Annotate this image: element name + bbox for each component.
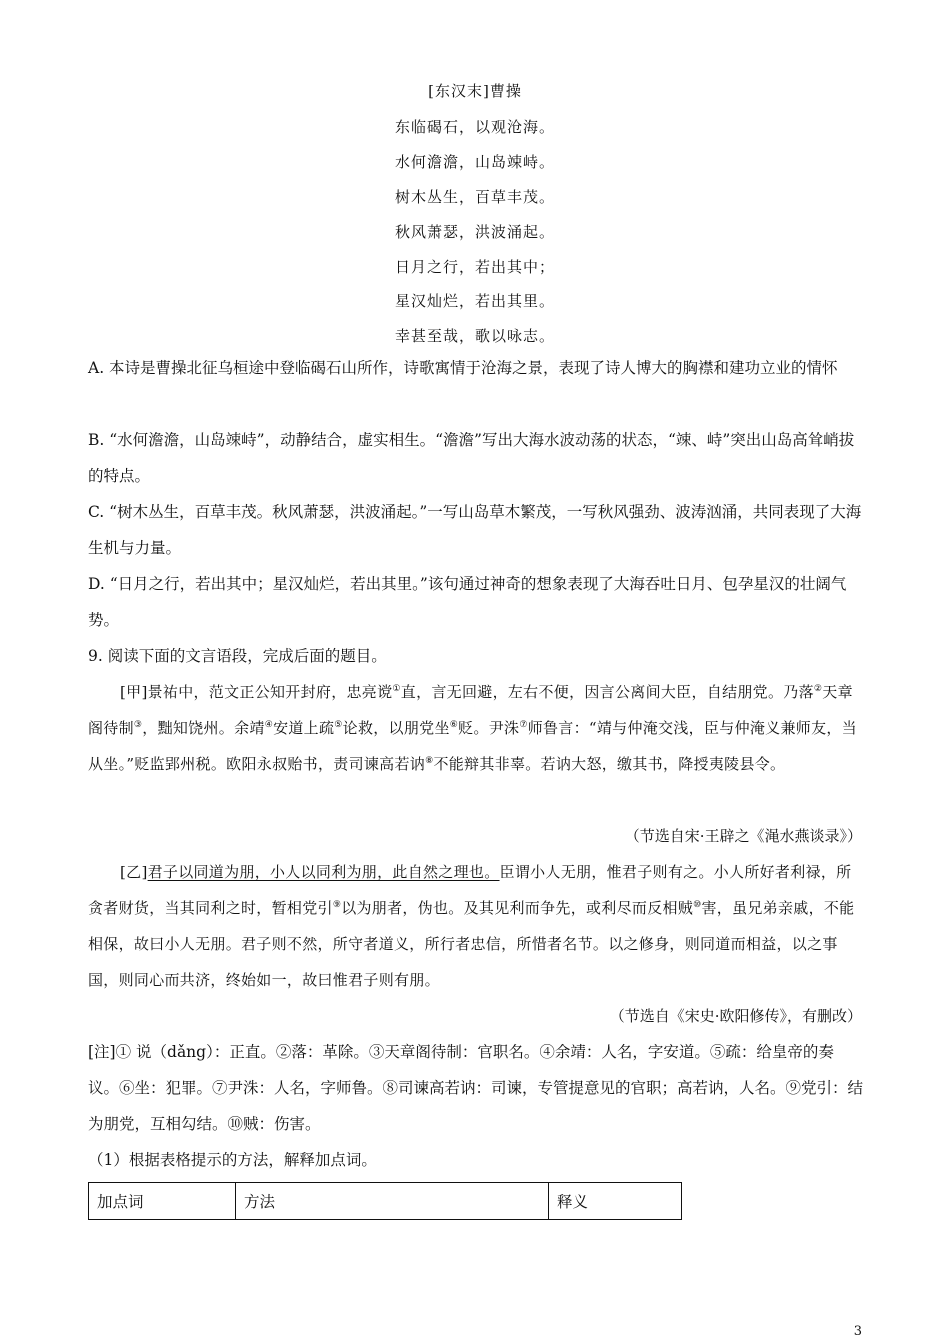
poem-line-7: 幸甚至哉，歌以咏志。 [394, 327, 555, 345]
option-a: A. 本诗是曹操北征乌桓途中登临碣石山所作，诗歌寓情于沧海之景，表现了诗人博大的胸襟和建功立业的情怀 [88, 359, 838, 377]
poem-line-6: 星汉灿烂，若出其里。 [394, 292, 555, 310]
table-header-meaning: 释义 [549, 1183, 682, 1220]
poem-line-4: 秋风萧瑟，洪波涌起。 [394, 223, 555, 241]
table-header-word: 加点词 [89, 1183, 236, 1220]
table-header-method: 方法 [236, 1183, 549, 1220]
table-row [89, 1183, 682, 1220]
poem-line-1: 东临碣石，以观沧海。 [394, 118, 555, 136]
poem-line-2: 水何澹澹，山岛竦峙。 [394, 153, 555, 171]
passage-jia: [甲]景祐中，范文正公知开封府，忠亮谠①直，言无回避，左右不便，因言公离间大臣，自结朋党。乃落②天章阁待制③，黜知饶州。余靖④安道上疏⑤论救，以朋党坐⑥贬。尹洙⑦师鲁言：“靖与仲淹交浅，臣与仲淹义兼师友，当从坐。”贬监郢州税。欧阳永叔贻书，责司谏高若讷⑧不能辩其非辜。若讷大怒，缴其书，降授夷陵县令。 [88, 683, 857, 773]
option-c: C. “树木丛生，百草丰茂。秋风萧瑟，洪波涌起。”一写山岛草木繁茂，一写秋风强劲、波涛汹涌，共同表现了大海 生机与力量。 [88, 503, 877, 557]
option-d: D. “日月之行，若出其中；星汉灿烂，若出其里。”该句通过神奇的想象表现了大海吞吐日月、包孕星汉的壮阔气势。 [88, 575, 847, 629]
page-number: 3 [853, 1324, 862, 1339]
notes: [注]① 说（dǎng）：正直。②落：革除。③天章阁待制：官职名。④余靖：人名，字安道。⑤疏：给皇帝的奏议。⑥坐：犯罪。⑦尹洙：人名，字师鲁。⑧司谏高若讷：司谏，专管提意见的官职；高若讷，人名。⑨党引：结为朋党，互相勾结。⑩贼：伤害。 [88, 1043, 864, 1133]
source-jia: （节选自宋·王辟之《渑水燕谈录》） [624, 827, 862, 845]
poem-author: [东汉末]曹操 [428, 82, 522, 100]
question-9-title: 9. 阅读下面的文言语段，完成后面的题目。 [88, 647, 387, 665]
poem-line-5: 日月之行，若出其中； [394, 258, 555, 276]
underlined-sentence: 君子以同道为朋，小人以同利为朋，此自然之理也。 [147, 863, 500, 881]
answer-table [88, 1182, 682, 1220]
poem-line-3: 树木丛生，百草丰茂。 [394, 188, 555, 206]
passage-yi: [乙]君子以同道为朋，小人以同利为朋，此自然之理也。臣谓小人无朋，惟君子则有之。小人所好者利禄，所贪者财货，当其同利之时，暂相党引⑨以为朋者，伪也。及其见利而争先，或利尽而反相贼⑩害，虽兄弟亲戚，不能相保，故曰小人无朋。君子则不然，所守者道义，所行者忠信，所惜者名节。以之修身，则同道而相益，以之事国，则同心而共济，终始如一，故曰惟君子则有朋。 [88, 863, 855, 989]
source-yi: （节选自《宋史·欧阳修传》，有删改） [609, 1007, 862, 1025]
sub-question-1: （1）根据表格提示的方法，解释加点词。 [88, 1151, 377, 1169]
option-b: B. “水何澹澹，山岛竦峙”，动静结合，虚实相生。“澹澹”写出大海水波动荡的状态，“竦、峙”突出山岛高耸峭拔的特点。 [88, 431, 855, 485]
